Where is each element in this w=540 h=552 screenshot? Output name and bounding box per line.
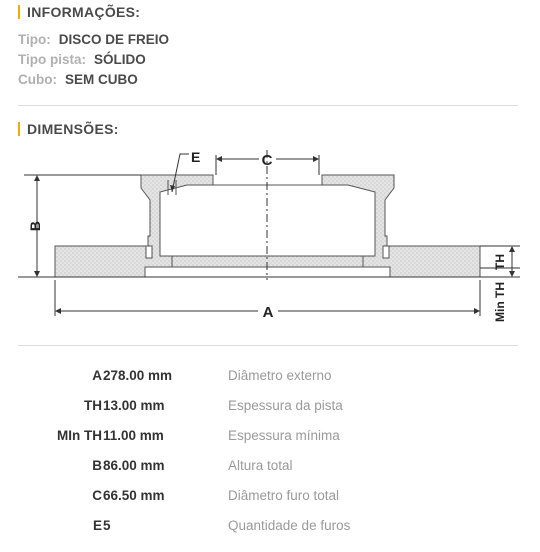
info-value: DISCO DE FREIO xyxy=(58,32,170,47)
info-row-hub xyxy=(18,72,138,87)
spec-description: Quantidade de furos xyxy=(228,518,351,533)
th-label: TH xyxy=(493,254,507,270)
info-label: Tipo: xyxy=(18,32,51,47)
a-label: A xyxy=(262,304,274,321)
spec-description: Diâmetro furo total xyxy=(228,488,340,503)
info-row-track-type xyxy=(18,52,146,67)
spec-key: B xyxy=(92,458,102,473)
spec-key: C xyxy=(92,488,102,503)
spec-value: 86.00 mm xyxy=(103,458,165,473)
spec-description: Espessura mínima xyxy=(228,428,340,443)
info-value: SEM CUBO xyxy=(64,72,138,87)
dimensions-title-text: DIMENSÕES: xyxy=(27,121,119,137)
accent-bar xyxy=(18,5,20,19)
c-label: C xyxy=(261,152,273,169)
spec-value: 66.50 mm xyxy=(103,488,165,503)
brake-disc-diagram xyxy=(0,140,540,340)
spec-description: Altura total xyxy=(228,458,293,473)
info-label: Cubo: xyxy=(18,72,57,87)
spec-row xyxy=(18,488,518,508)
mount-hole xyxy=(383,246,389,258)
spec-key: A xyxy=(92,368,102,383)
info-label: Tipo pista: xyxy=(18,52,87,67)
e-label: E xyxy=(191,149,201,165)
spec-row xyxy=(18,368,518,388)
spec-row xyxy=(18,518,518,538)
divider xyxy=(18,345,518,346)
info-title-text: INFORMAÇÕES: xyxy=(27,4,141,20)
divider xyxy=(18,105,518,106)
spec-description: Diâmetro externo xyxy=(228,368,332,383)
min-th-label: Min TH xyxy=(493,282,507,322)
info-value: SÓLIDO xyxy=(94,52,146,67)
accent-bar xyxy=(18,122,20,136)
mount-hole xyxy=(146,246,152,258)
spec-value: 278.00 mm xyxy=(103,368,173,383)
spec-value: 13.00 mm xyxy=(103,398,165,413)
spec-key: TH xyxy=(84,398,102,413)
dimensions-section-title xyxy=(18,121,119,137)
spec-description: Espessura da pista xyxy=(228,398,343,413)
spec-value: 11.00 mm xyxy=(103,428,164,443)
b-label: B xyxy=(27,220,43,232)
spec-row xyxy=(18,428,518,448)
spec-key: MIn TH xyxy=(57,428,102,443)
info-section-title xyxy=(18,4,140,20)
spec-row xyxy=(18,398,518,418)
spec-row xyxy=(18,458,518,478)
info-row-type xyxy=(18,32,169,47)
spec-key: E xyxy=(92,518,102,533)
spec-value: 5 xyxy=(103,518,111,533)
